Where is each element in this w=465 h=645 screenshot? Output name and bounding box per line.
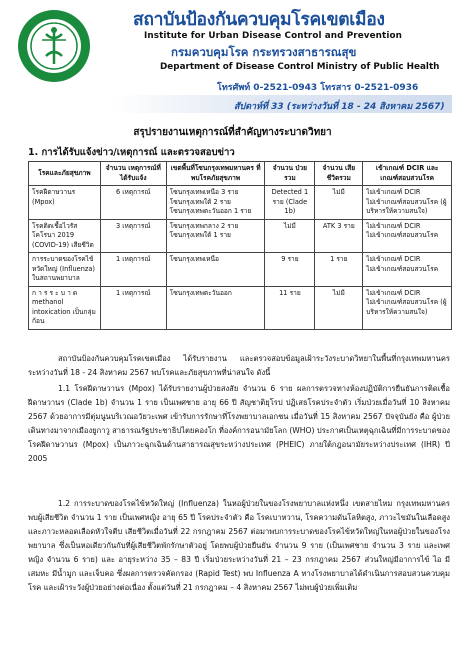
cell-events: 1 เหตุการณ์ — [100, 253, 166, 287]
table-header-row — [29, 162, 452, 186]
header-criteria: เข้าเกณฑ์ DCIR และ เกณฑ์สอบสวนโรค — [363, 162, 452, 186]
criteria-line: ไม่เข้าเกณฑ์สอบสวนโรค (ผู้บริหารให้ความสนใจ) — [366, 298, 447, 316]
zone-line: โซนกรุงเทพตะวันออก — [169, 288, 232, 297]
paragraph-mpox — [28, 382, 450, 466]
header-zones: เขตพื้นที่โซนกรุงเทพมหานคร ที่พบโรคภัยสุขภาพ — [166, 162, 265, 186]
zone-line: โซนกรุงเทพกลาง 2 ราย — [169, 221, 239, 230]
criteria-line: ไม่เข้าเกณฑ์ DCIR — [366, 221, 421, 230]
zone-line: โซนกรุงเทพตะวันออก 1 ราย — [169, 207, 252, 215]
document-title: สรุปรายงานเหตุการณ์ที่สำคัญทางระบาดวิทยา — [133, 127, 332, 138]
cell-zones — [166, 186, 265, 220]
events-table — [28, 161, 452, 330]
cell-criteria — [363, 186, 452, 220]
paragraph-influenza — [28, 497, 450, 595]
cell-deaths: 1 ราย — [315, 253, 363, 287]
cell-disease: ก า ร ร ะ บ า ด methanol intoxication เป็นกลุ่มก้อน — [29, 286, 101, 329]
zone-line: โซนกรุงเทพเหนือ 3 ราย — [169, 188, 239, 196]
intro-paragraph — [28, 352, 450, 380]
criteria-line: ไม่เข้าเกณฑ์ DCIR — [366, 288, 421, 297]
header-disease: โรคและภัยสุขภาพ — [29, 162, 101, 186]
cell-cases: 9 ราย — [265, 253, 315, 287]
cell-events: 6 เหตุการณ์ — [100, 186, 166, 220]
table-row — [29, 186, 452, 220]
cell-cases: ไม่มี — [265, 219, 315, 253]
department-name-english: Department of Disease Control Ministry of Public Health — [160, 62, 440, 72]
criteria-line: ไม่เข้าเกณฑ์ DCIR — [366, 255, 421, 263]
header-deaths: จำนวน เสียชีวิตรวม — [315, 162, 363, 186]
cell-disease: โรคติดเชื้อไวรัสโคโรนา 2019 (COVID-19) เสียชีวิต — [29, 219, 101, 253]
cell-events: 3 เหตุการณ์ — [100, 219, 166, 253]
criteria-line: ไม่เข้าเกณฑ์สอบสวนโรค — [366, 264, 439, 273]
cell-events: 1 เหตุการณ์ — [100, 286, 166, 329]
cell-zones — [166, 286, 265, 329]
cell-zones — [166, 219, 265, 253]
cell-cases: 11 ราย — [265, 286, 315, 329]
contact-numbers: โทรศัพท์ 0-2521-0943 โทรสาร 0-2521-0936 — [217, 83, 419, 93]
criteria-line: ไม่เข้าเกณฑ์สอบสวนโรค — [366, 231, 439, 239]
zone-line: โซนกรุงเทพใต้ 1 ราย — [169, 231, 231, 239]
cell-disease: โรคฝีดาษวานร (Mpox) — [29, 186, 101, 220]
department-name-thai: กรมควบคุมโรค กระทรวงสาธารณสุข — [171, 45, 357, 59]
table-row — [29, 253, 452, 287]
ministry-logo — [16, 8, 92, 84]
header-cases: จำนวน ป่วยรวม — [265, 162, 315, 186]
paragraph-influenza-text: 1.2 การระบาดของโรคไข้หวัดใหญ่ (Influenza) ในหอผู้ป่วยในของโรงพยาบาลแห่งหนึ่ง เขตสายไหม กรุงเทพมหานคร พบผู้เสียชีวิต จำนวน 1 ราย เป็นเพศหญิง อายุ 65 ปี โรคประจำตัว คือ โรคเบาหวาน, โรคความดันโลหิตสูง, ภาวะไขมันในเลือดสูง และภาวะหลอดเลือดหัวใจตีบ เสียชีวิตเมื่อวันที่ 22 กรกฎาคม 2567 ต่อมาพบการระบาดของโรคไข้หวัดใหญ่ในหอผู้ป่วยในของโรงพยาบาล ซึ่งเป็นหอเดียวกันกับที่ผู้เสียชีวิตพักรักษาตัวอยู่ โดยพบผู้ป่วยยืนยัน จำนวน 9 ราย (เป็นเพศชาย จำนวน 3 ราย และเพศหญิง จำนวน 6 ราย) และ อายุระหว่าง 35 – 83 ปี เริ่มป่วยระหว่างวันที่ 21 – 23 กรกฎาคม 2567 ส่วนใหญ่มีอาการไข้ ไอ มีเสมหะ มีน้ำมูก และเจ็บคอ ซึ่งผลการตรวจคัดกรอง (Rapid Test) พบ Influenza A ทางโรงพยาบาลได้ดำเนินการสอบสวนควบคุมโรค และเฝ้าระวังผู้ป่วยอย่างต่อเนื่อง ตั้งแต่วันที่ 21 กรกฎาคม – 4 สิงหาคม 2567 ไม่พบผู้ป่วยเพิ่มเติม — [28, 499, 450, 592]
cell-criteria — [363, 219, 452, 253]
cell-criteria — [363, 253, 452, 287]
table-row — [29, 286, 452, 329]
criteria-line: ไม่เข้าเกณฑ์สอบสวนโรค (ผู้บริหารให้ความสนใจ) — [366, 197, 447, 215]
cell-cases: Detected 1 ราย (Clade 1b) — [265, 186, 315, 220]
issue-week: สัปดาห์ที่ 33 (ระหว่างวันที่ 18 - 24 สิงหาคม 2567) — [234, 102, 445, 112]
table-row — [29, 219, 452, 253]
cell-criteria — [363, 286, 452, 329]
cell-deaths: ATK 3 ราย — [315, 219, 363, 253]
cell-disease: การระบาดของโรคไข้หวัดใหญ่ (Influenza) ในสถานพยาบาล — [29, 253, 101, 287]
zone-line: โซนกรุงเทพเหนือ — [169, 255, 219, 263]
header-events: จำนวน เหตุการณ์ที่ได้รับแจ้ง — [100, 162, 166, 186]
organization-title-thai: สถาบันป้องกันควบคุมโรคเขตเมือง — [133, 10, 385, 30]
organization-title-english: Institute for Urban Disease Control and Prevention — [144, 31, 402, 41]
intro-text: สถาบันป้องกันควบคุมโรคเขตเมือง ได้รับรายงาน และตรวจสอบข้อมูลเฝ้าระวังระบาดวิทยาในพื้นที่กรุงเทพมหานคร ระหว่างวันที่ 18 - 24 สิงหาคม 2567 พบโรคและภัยสุขภาพที่น่าสนใจ ดังนี้ — [28, 354, 450, 377]
cell-zones — [166, 253, 265, 287]
criteria-line: ไม่เข้าเกณฑ์ DCIR — [366, 188, 421, 196]
letterhead — [0, 0, 465, 120]
cell-deaths: ไม่มี — [315, 186, 363, 220]
paragraph-mpox-text: 1.1 โรคฝีดาษวานร (Mpox) ได้รับรายงานผู้ป่วยสงสัย จำนวน 6 ราย ผลการตรวจทางห้องปฏิบัติการยืนยันการติดเชื้อฝีดาษวานร (Clade 1b) จำนวน 1 ราย เป็นเพศชาย อายุ 66 ปี สัญชาติยุโรป ปฏิเสธโรคประจำตัว เริ่มป่วยเมื่อวันที่ 10 สิงหาคม 2567 ด้วยอาการมีตุ่มนูนบริเวณอวัยวะเพศ เข้ารับการรักษาที่โรงพยาบาลเอกชน เมื่อวันที่ 15 สิงหาคม 2567 ปัจจุบันยัง คือ ผู้ป่วยเดินทางมาจากเมืองยูกาวู สาธารณรัฐประชาธิปไตยคองโก ที่องค์การอนามัยโลก (WHO) ประกาศเป็นเหตุฉุกเฉินที่มีการระบาดของโรคฝีดาษวานร (Mpox) เป็นภาวะฉุกเฉินด้านสาธารณสุขระหว่างประเทศ (PHEIC) ภายใต้กฎอนามัยระหว่างประเทศ (IHR) ปี 2005 — [28, 384, 450, 463]
zone-line: โซนกรุงเทพใต้ 2 ราย — [169, 197, 231, 206]
cell-deaths: ไม่มี — [315, 286, 363, 329]
section-title: 1. การได้รับแจ้งข่าว/เหตุการณ์ และตรวจสอบข่าว — [28, 147, 235, 158]
